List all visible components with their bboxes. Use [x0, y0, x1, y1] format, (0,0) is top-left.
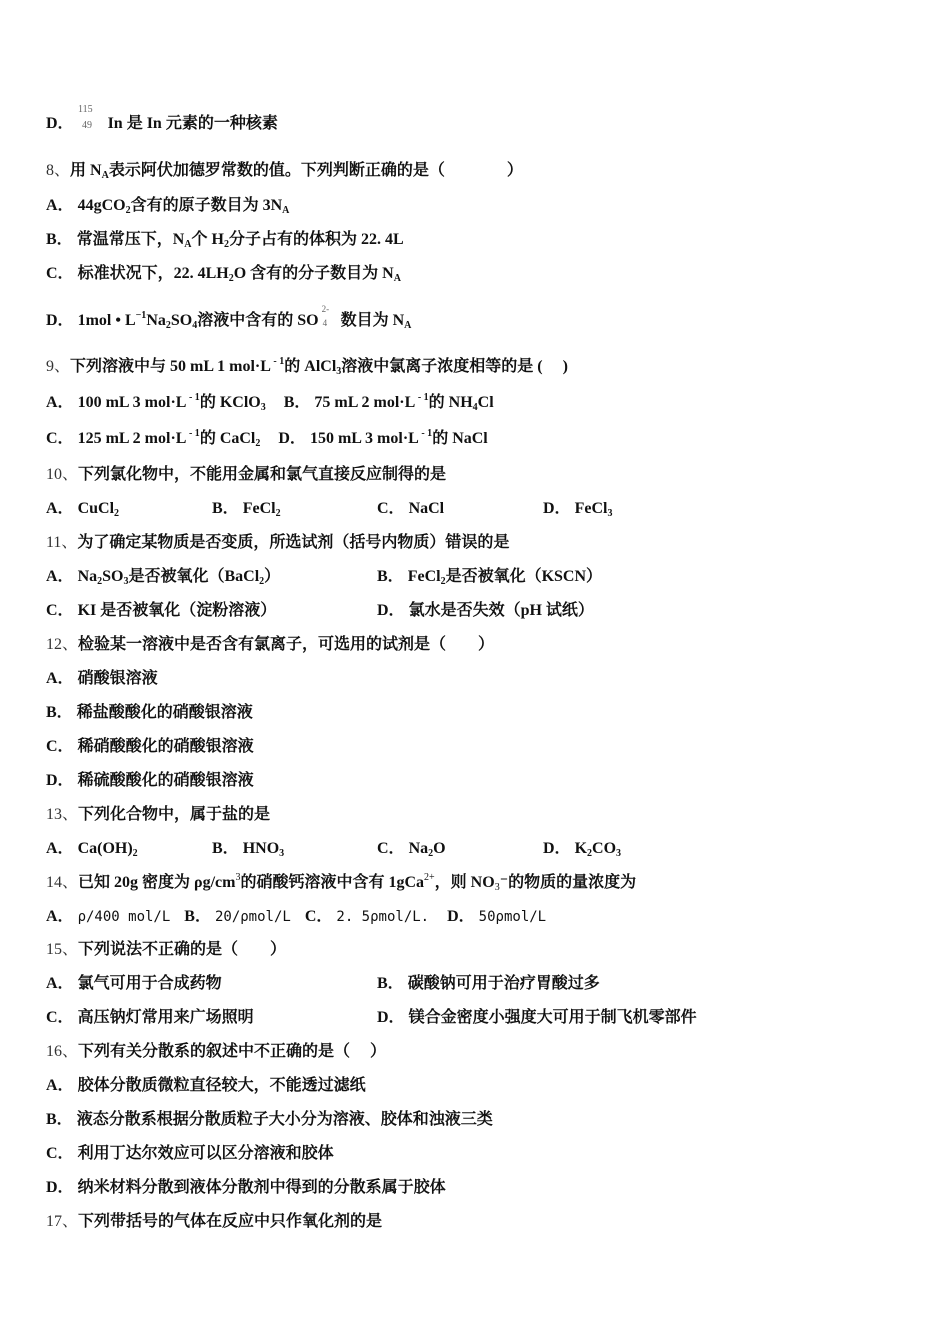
option-text: 44gCO — [77, 197, 126, 214]
option-label: C． — [46, 738, 74, 755]
option-text: Ca(OH) — [77, 840, 133, 857]
option-text: 含有的原子数目为 3N — [130, 197, 283, 214]
question-11-option-c — [46, 601, 276, 621]
question-number: 15、 — [46, 941, 79, 958]
option-text: Na — [408, 840, 429, 857]
superscript: - 1 — [186, 392, 200, 403]
subscript: 2 — [440, 576, 446, 587]
question-12-option-b — [46, 703, 253, 723]
option-text: In 是 In 元素的一种核素 — [107, 115, 278, 132]
subscript: 2 — [125, 205, 131, 216]
option-label: C． — [46, 430, 74, 447]
option-text: 胶体分散质微粒直径较大，不能透过滤纸 — [77, 1077, 366, 1094]
stem-text: 下列氯化物中，不能用金属和氯气直接反应制得的是 — [78, 466, 447, 483]
question-10-option-b — [212, 499, 281, 519]
subscript: 3 — [607, 508, 613, 519]
option-label: A． — [46, 394, 74, 411]
question-11-options-cd — [46, 601, 906, 621]
stem-text: 的 AlCl — [284, 358, 337, 375]
subscript: 4 — [472, 402, 478, 413]
option-text: 50ρmol/L — [478, 909, 547, 925]
superscript: - 1 — [418, 428, 433, 439]
subscript: 2 — [165, 320, 171, 331]
question-10-stem — [46, 465, 446, 485]
question-15-stem — [46, 940, 286, 960]
superscript: −1 — [135, 310, 147, 321]
question-number: 11、 — [46, 534, 78, 551]
q7-option-d — [46, 104, 278, 134]
question-8-option-a — [46, 196, 289, 216]
option-text: O — [433, 840, 446, 857]
superscript: - 1 — [270, 356, 285, 367]
option-label: A． — [46, 975, 74, 992]
option-text: FeCl — [574, 500, 608, 517]
subscript: 3 — [616, 848, 622, 859]
question-number: 14、 — [46, 874, 79, 891]
stem-text: 下列化合物中，属于盐的是 — [78, 806, 271, 823]
option-text: FeCl — [242, 500, 276, 517]
option-text: 的 CaCl — [199, 430, 256, 447]
option-text: 稀硫酸酸化的硝酸银溶液 — [77, 772, 254, 789]
question-10-option-c — [377, 499, 444, 519]
option-text: 纳米材料分散到液体分散剂中得到的分散系属于胶体 — [77, 1179, 446, 1196]
option-text: KI 是否被氧化（淀粉溶液） — [77, 602, 277, 619]
superscript: 3 — [235, 872, 241, 883]
question-9-option-c — [46, 430, 264, 447]
option-text: 100 mL 3 mol·L — [77, 394, 187, 411]
option-text: 氯水是否失效（pH 试纸） — [408, 602, 594, 619]
option-label: C． — [46, 602, 74, 619]
question-16-option-a — [46, 1076, 366, 1096]
option-label: C． — [377, 500, 405, 517]
question-11-option-d — [377, 601, 594, 621]
option-label: D． — [377, 1009, 405, 1026]
subscript: 2 — [428, 848, 434, 859]
subscript: 2 — [275, 508, 281, 519]
option-label: B． — [377, 568, 404, 585]
question-17-stem — [46, 1212, 382, 1232]
stem-text: 下列溶液中与 50 mL 1 mol·L — [70, 358, 271, 375]
option-label: D． — [46, 1179, 74, 1196]
option-text: 数目为 N — [340, 312, 405, 329]
option-text: 硝酸银溶液 — [77, 670, 158, 687]
option-text: CuCl — [77, 500, 115, 517]
option-text: 利用丁达尔效应可以区分溶液和胶体 — [77, 1145, 334, 1162]
option-text: Na — [146, 312, 166, 329]
option-label: B． — [212, 840, 239, 857]
subscript: 2 — [223, 239, 229, 250]
question-8-option-b — [46, 230, 404, 250]
question-16-option-b — [46, 1110, 493, 1130]
option-label: B． — [212, 500, 239, 517]
option-text: 稀盐酸酸化的硝酸银溶液 — [76, 704, 253, 721]
subscript: A — [282, 205, 290, 216]
stem-text: 溶液中氯离子浓度相等的是 ( ) — [341, 358, 568, 375]
option-text: 标准状况下，22. 4LH — [77, 265, 229, 282]
option-text: HNO — [242, 840, 280, 857]
subscript: 3 — [279, 848, 285, 859]
question-15-options-cd — [46, 1008, 906, 1028]
option-text: 75 mL 2 mol·L — [314, 394, 416, 411]
question-13-stem — [46, 805, 270, 825]
option-label: D． — [543, 840, 571, 857]
option-text: 的 NH — [428, 394, 473, 411]
isotope-mass-number: 115 — [78, 104, 93, 115]
option-label: D． — [447, 908, 475, 925]
option-text: 125 mL 2 mol·L — [77, 430, 187, 447]
question-14-stem — [46, 873, 636, 893]
question-14-options — [46, 907, 546, 927]
option-text: 高压钠灯常用来广场照明 — [77, 1009, 254, 1026]
superscript: - 1 — [415, 392, 429, 403]
question-8-option-d — [46, 304, 412, 331]
option-label: B． — [46, 231, 73, 248]
option-text: Na — [77, 568, 98, 585]
question-15-option-b — [377, 974, 600, 994]
question-10-option-a — [46, 499, 119, 519]
option-label: D． — [278, 430, 306, 447]
question-8-stem — [46, 161, 523, 181]
question-13-option-d — [543, 839, 621, 859]
option-text: 150 mL 3 mol·L — [309, 430, 419, 447]
option-text: 1mol • L — [77, 312, 136, 329]
option-label: C． — [46, 265, 74, 282]
option-label: B． — [283, 394, 311, 411]
subscript: 4 — [192, 320, 198, 331]
option-text: 稀硝酸酸化的硝酸银溶液 — [77, 738, 254, 755]
option-text: 个 H — [191, 231, 224, 248]
question-9-option-d — [278, 430, 487, 447]
option-label: A． — [46, 500, 74, 517]
question-9-option-a — [46, 394, 270, 411]
question-number: 17、 — [46, 1213, 79, 1230]
ion-charge: 2- — [321, 304, 330, 314]
subscript: A — [184, 239, 192, 250]
option-label: C． — [304, 908, 333, 925]
option-label: A． — [46, 197, 74, 214]
option-label: D． — [46, 115, 74, 132]
subscript: 3 — [336, 366, 342, 377]
question-13-options — [46, 839, 906, 859]
option-text: FeCl — [407, 568, 441, 585]
stem-text: 下列带括号的气体在反应中只作氧化剂的是 — [78, 1213, 383, 1230]
option-text: 溶液中含有的 SO — [197, 312, 319, 329]
question-number: 13、 — [46, 806, 79, 823]
option-text: SO — [102, 568, 124, 585]
subscript: A — [393, 273, 401, 284]
stem-text: 下列有关分散系的叙述中不正确的是（ ） — [78, 1043, 387, 1060]
stem-text: 已知 20g 密度为 ρg/cm — [78, 874, 236, 891]
option-text: NaCl — [408, 500, 445, 517]
subscript: 2 — [114, 508, 120, 519]
option-label: C． — [46, 1145, 74, 1162]
option-label: B． — [46, 1111, 73, 1128]
superscript: - 1 — [186, 428, 200, 439]
option-label: A． — [46, 908, 74, 925]
question-11-option-a — [46, 567, 280, 587]
subscript: 2 — [132, 848, 138, 859]
option-text: O 含有的分子数目为 N — [233, 265, 394, 282]
stem-text: ，则 NO — [434, 874, 495, 891]
question-8-option-c — [46, 264, 401, 284]
stem-text: 表示阿伏加德罗常数的值。下列判断正确的是（ — [108, 162, 445, 179]
question-9-option-b — [284, 394, 494, 411]
question-12-stem — [46, 635, 494, 655]
option-text: 的 NaCl — [432, 430, 488, 447]
question-13-option-b — [212, 839, 284, 859]
question-9-stem — [46, 357, 568, 377]
question-12-option-c — [46, 737, 254, 757]
option-text: SO — [170, 312, 193, 329]
question-15-option-d — [377, 1008, 697, 1028]
question-12-option-a — [46, 669, 158, 689]
question-number: 16、 — [46, 1043, 79, 1060]
question-10-option-d — [543, 499, 612, 519]
subscript: 2 — [255, 438, 261, 449]
question-10-options — [46, 499, 906, 519]
ion-index: 4 — [322, 318, 328, 328]
option-label: D． — [543, 500, 571, 517]
subscript: 3 — [260, 402, 266, 413]
option-label: C． — [377, 840, 405, 857]
subscript: 2 — [259, 576, 265, 587]
question-15-options-ab — [46, 974, 906, 994]
option-label: D． — [46, 772, 74, 789]
question-16-option-c — [46, 1144, 334, 1164]
question-number: 12、 — [46, 636, 79, 653]
option-text: ） — [264, 568, 281, 585]
stem-text: 用 N — [70, 162, 102, 179]
stem-text: ） — [506, 162, 523, 179]
subscript: A — [404, 320, 412, 331]
option-text: CO — [592, 840, 617, 857]
option-text: 氯气可用于合成药物 — [77, 975, 222, 992]
stem-text: 下列说法不正确的是（ ） — [78, 941, 287, 958]
subscript: 2 — [587, 848, 593, 859]
subscript: 2 — [228, 273, 234, 284]
question-9-options-ab — [46, 393, 494, 413]
option-label: B． — [46, 704, 73, 721]
question-9-options-cd — [46, 429, 488, 449]
option-label: B． — [377, 975, 404, 992]
question-16-option-d — [46, 1178, 446, 1198]
question-number: 9、 — [46, 358, 71, 375]
stem-text: 为了确定某物质是否变质，所选试剂（括号内物质）错误的是 — [77, 534, 510, 551]
option-text: 是否被氧化（KSCN） — [445, 568, 603, 585]
question-12-option-d — [46, 771, 254, 791]
option-text: 分子占有的体积为 22. 4L — [228, 231, 404, 248]
option-label: A． — [46, 568, 74, 585]
question-11-option-b — [377, 567, 602, 587]
option-text: 20/ρmol/L — [214, 909, 291, 925]
stem-text: 检验某一溶液中是否含有氯离子，可选用的试剂是（ ） — [78, 636, 495, 653]
subscript: 3 — [494, 882, 500, 893]
superscript: 2+ — [424, 872, 435, 883]
question-11-stem — [46, 533, 509, 553]
stem-text: 的硝酸钙溶液中含有 1gCa — [240, 874, 425, 891]
option-label: A． — [46, 670, 74, 687]
question-16-stem — [46, 1042, 386, 1062]
subscript: 2 — [97, 576, 103, 587]
option-label: A． — [46, 1077, 74, 1094]
option-label: D． — [46, 312, 74, 329]
question-13-option-a — [46, 839, 138, 859]
stem-text: ⁻的物质的量浓度为 — [499, 874, 637, 891]
option-label: A． — [46, 840, 74, 857]
option-label: C． — [46, 1009, 74, 1026]
isotope-atomic-number: 49 — [82, 120, 92, 131]
question-number: 8、 — [46, 162, 71, 179]
option-text: 液态分散系根据分散质粒子大小分为溶液、胶体和浊液三类 — [76, 1111, 493, 1128]
option-text: 碳酸钠可用于治疗胃酸过多 — [407, 975, 600, 992]
option-text: 是否被氧化（BaCl — [128, 568, 260, 585]
option-text: 镁合金密度小强度大可用于制飞机零部件 — [408, 1009, 697, 1026]
option-text: K — [574, 840, 588, 857]
subscript: A — [101, 170, 109, 181]
option-label: D． — [377, 602, 405, 619]
option-text: 的 KClO — [199, 394, 261, 411]
option-text: 常温常压下，N — [76, 231, 185, 248]
subscript: 3 — [123, 576, 129, 587]
question-11-options-ab — [46, 567, 906, 587]
question-15-option-c — [46, 1008, 254, 1028]
question-15-option-a — [46, 974, 222, 994]
option-text: ρ/400 mol/L — [77, 909, 171, 925]
question-number: 10、 — [46, 466, 79, 483]
question-13-option-c — [377, 839, 446, 859]
option-text: Cl — [477, 394, 494, 411]
option-text: 2. 5ρmol/L. — [336, 909, 430, 925]
option-label: B． — [184, 908, 211, 925]
